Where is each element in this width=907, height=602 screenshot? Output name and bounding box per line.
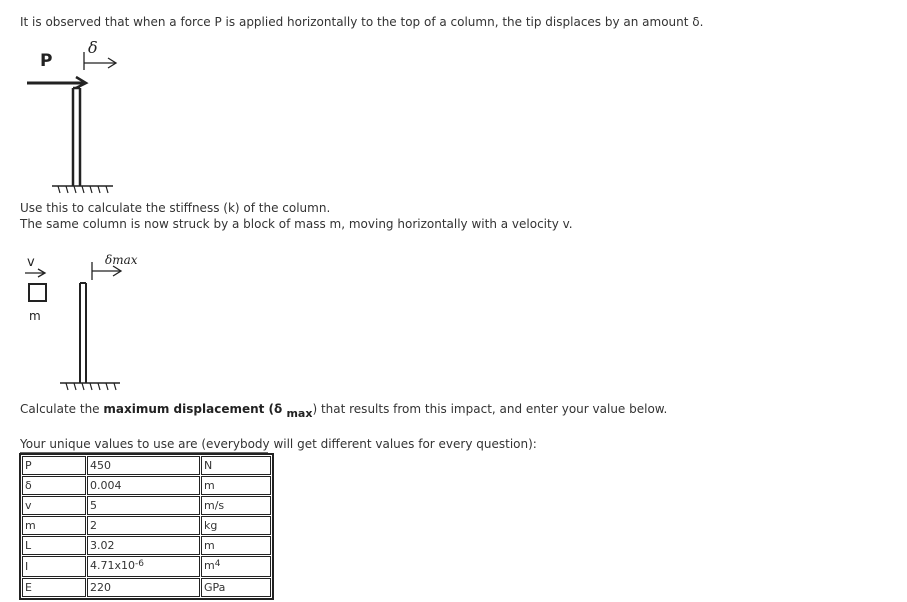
table-row xyxy=(22,496,271,515)
symbol-cell: P xyxy=(22,456,86,475)
calc-pre: Calculate the xyxy=(20,402,104,416)
symbol-cell: v xyxy=(22,496,86,515)
stiffness-instruction: Use this to calculate the stiffness (k) of the column. xyxy=(20,201,331,215)
table-row xyxy=(22,516,271,535)
mass-block xyxy=(29,284,46,301)
delta-label: δ xyxy=(88,38,98,57)
symbol-cell: I xyxy=(22,556,86,577)
unit-cell: N xyxy=(201,456,271,475)
value-cell: 0.004 xyxy=(87,476,200,495)
unit-cell: m xyxy=(201,476,271,495)
value-cell: 220 xyxy=(87,578,200,597)
symbol-cell: E xyxy=(22,578,86,597)
unit-cell: kg xyxy=(201,516,271,535)
symbol-cell: L xyxy=(22,536,86,555)
unit-cell: $m^4$ xyxy=(201,556,271,577)
value-cell: 3.02 xyxy=(87,536,200,555)
impact-description: The same column is now struck by a block of mass m, moving horizontally with a velocity v. xyxy=(20,217,573,231)
table-row xyxy=(22,536,271,555)
velocity-label: v xyxy=(27,255,35,270)
mass-label: m xyxy=(29,309,41,323)
symbol-cell: δ xyxy=(22,476,86,495)
unit-cell: GPa xyxy=(201,578,271,597)
value-cell: $4.71x10^{-6}$ xyxy=(87,556,200,577)
intro-paragraph: It is observed that when a force P is applied horizontally to the top of a column, the tip displaces by an amount δ. xyxy=(20,15,704,29)
table-row xyxy=(22,556,271,577)
unit-cell: m xyxy=(201,536,271,555)
calc-bold: maximum displacement (δ max xyxy=(103,402,313,420)
table-row xyxy=(22,578,271,597)
values-table xyxy=(19,453,274,600)
value-cell: 5 xyxy=(87,496,200,515)
value-cell: 450 xyxy=(87,456,200,475)
delta-max-label: δmax xyxy=(105,253,138,267)
calc-post: ) that results from this impact, and enter your value below. xyxy=(312,402,668,416)
unique-values-text: Your unique values to use are (everybody will get different values for every question): xyxy=(20,437,537,451)
symbol-cell: m xyxy=(22,516,86,535)
value-cell: 2 xyxy=(87,516,200,535)
force-label: P xyxy=(40,51,53,71)
calculate-instruction xyxy=(20,402,668,420)
table-row xyxy=(22,476,271,495)
unit-cell: m/s xyxy=(201,496,271,515)
table-row xyxy=(22,456,271,475)
